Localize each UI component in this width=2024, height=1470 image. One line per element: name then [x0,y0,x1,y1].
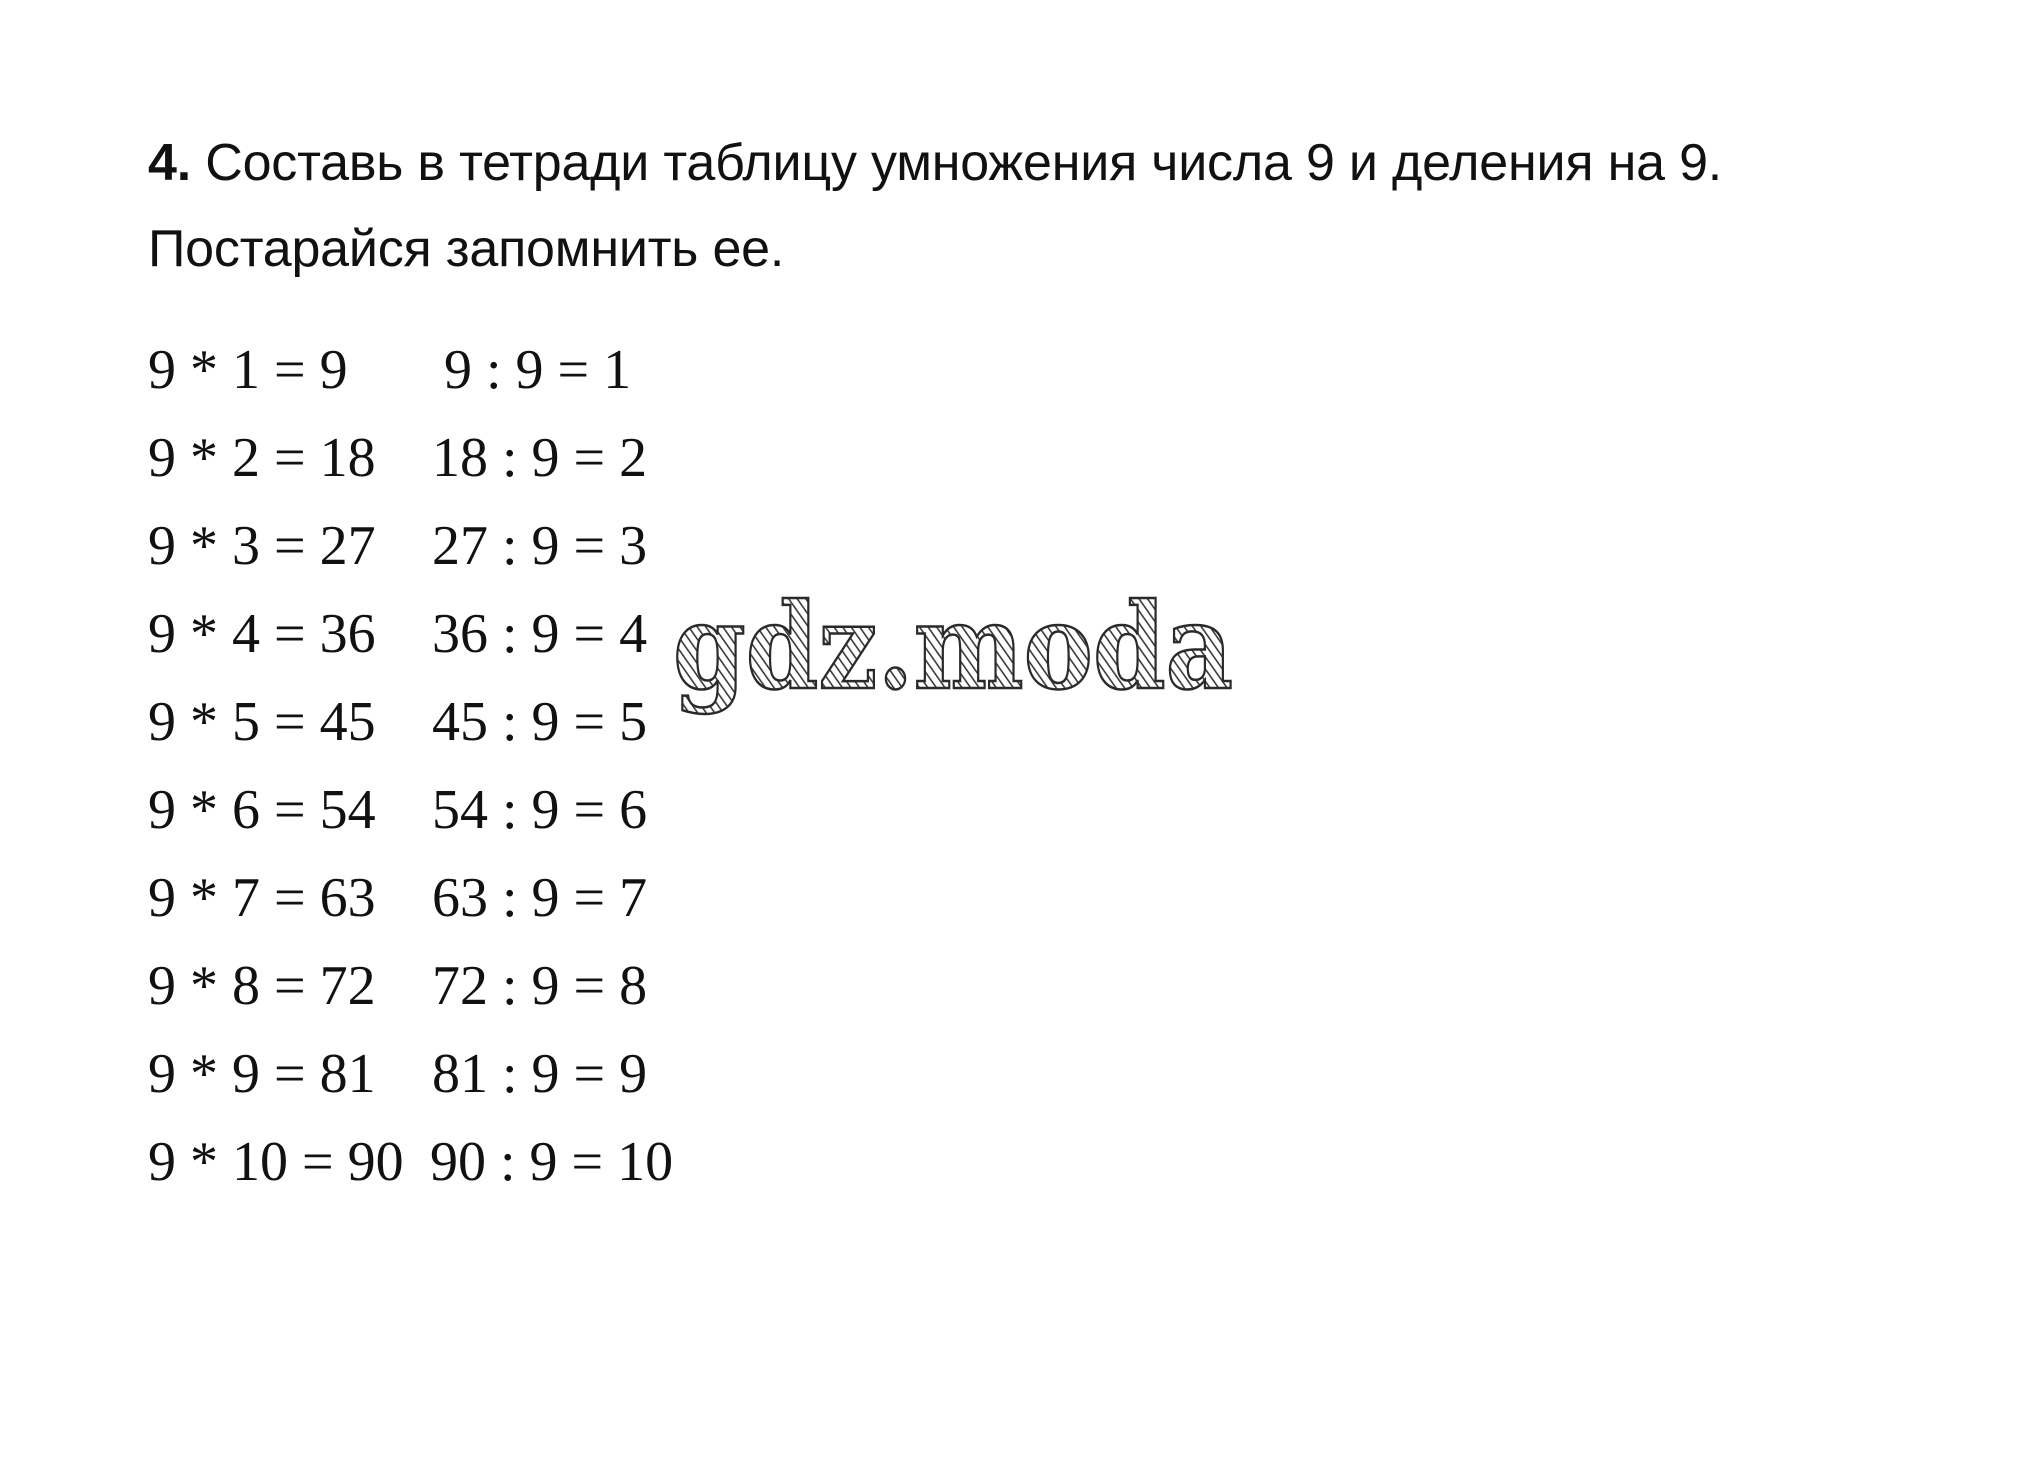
division-fact: 72 : 9 = 8 [432,955,648,1017]
table-row [148,1030,648,1118]
multiplication-fact: 9 * 2 = 18 [148,427,376,489]
division-fact: 9 : 9 = 1 [444,339,632,401]
division-fact: 54 : 9 = 6 [432,779,648,841]
multiplication-division-table [148,326,674,1206]
task-statement [148,120,1948,292]
multiplication-fact: 9 * 7 = 63 [148,867,376,929]
division-fact: 18 : 9 = 2 [432,427,648,489]
multiplication-fact: 9 * 6 = 54 [148,779,376,841]
task-text: Составь в тетради таблицу умножения числа 9 и деления на 9. [205,134,1723,192]
division-fact: 90 : 9 = 10 [430,1131,674,1193]
task-line-2: Постарайся запомнить ее. [148,220,785,278]
table-row [148,1118,674,1206]
division-fact: 63 : 9 = 7 [432,867,648,929]
multiplication-fact: 9 * 3 = 27 [148,515,376,577]
table-row [148,326,632,414]
multiplication-fact: 9 * 4 = 36 [148,603,376,665]
task-line-1 [148,120,1948,206]
watermark-text: gdz.moda [673,577,1233,716]
multiplication-fact: 9 * 8 = 72 [148,955,376,1017]
table-row [148,678,648,766]
table-row [148,766,648,854]
table-row [148,414,648,502]
table-row [148,502,648,590]
table-row [148,854,648,942]
task-number: 4. [148,134,191,192]
division-fact: 27 : 9 = 3 [432,515,648,577]
division-fact: 36 : 9 = 4 [432,603,648,665]
table-row [148,590,648,678]
division-fact: 81 : 9 = 9 [432,1043,648,1105]
division-fact: 45 : 9 = 5 [432,691,648,753]
multiplication-fact: 9 * 5 = 45 [148,691,376,753]
multiplication-fact: 9 * 1 = 9 [148,339,348,401]
multiplication-fact: 9 * 9 = 81 [148,1043,376,1105]
watermark-logo [665,570,1245,740]
multiplication-fact: 9 * 10 = 90 [148,1131,404,1193]
table-row [148,942,648,1030]
